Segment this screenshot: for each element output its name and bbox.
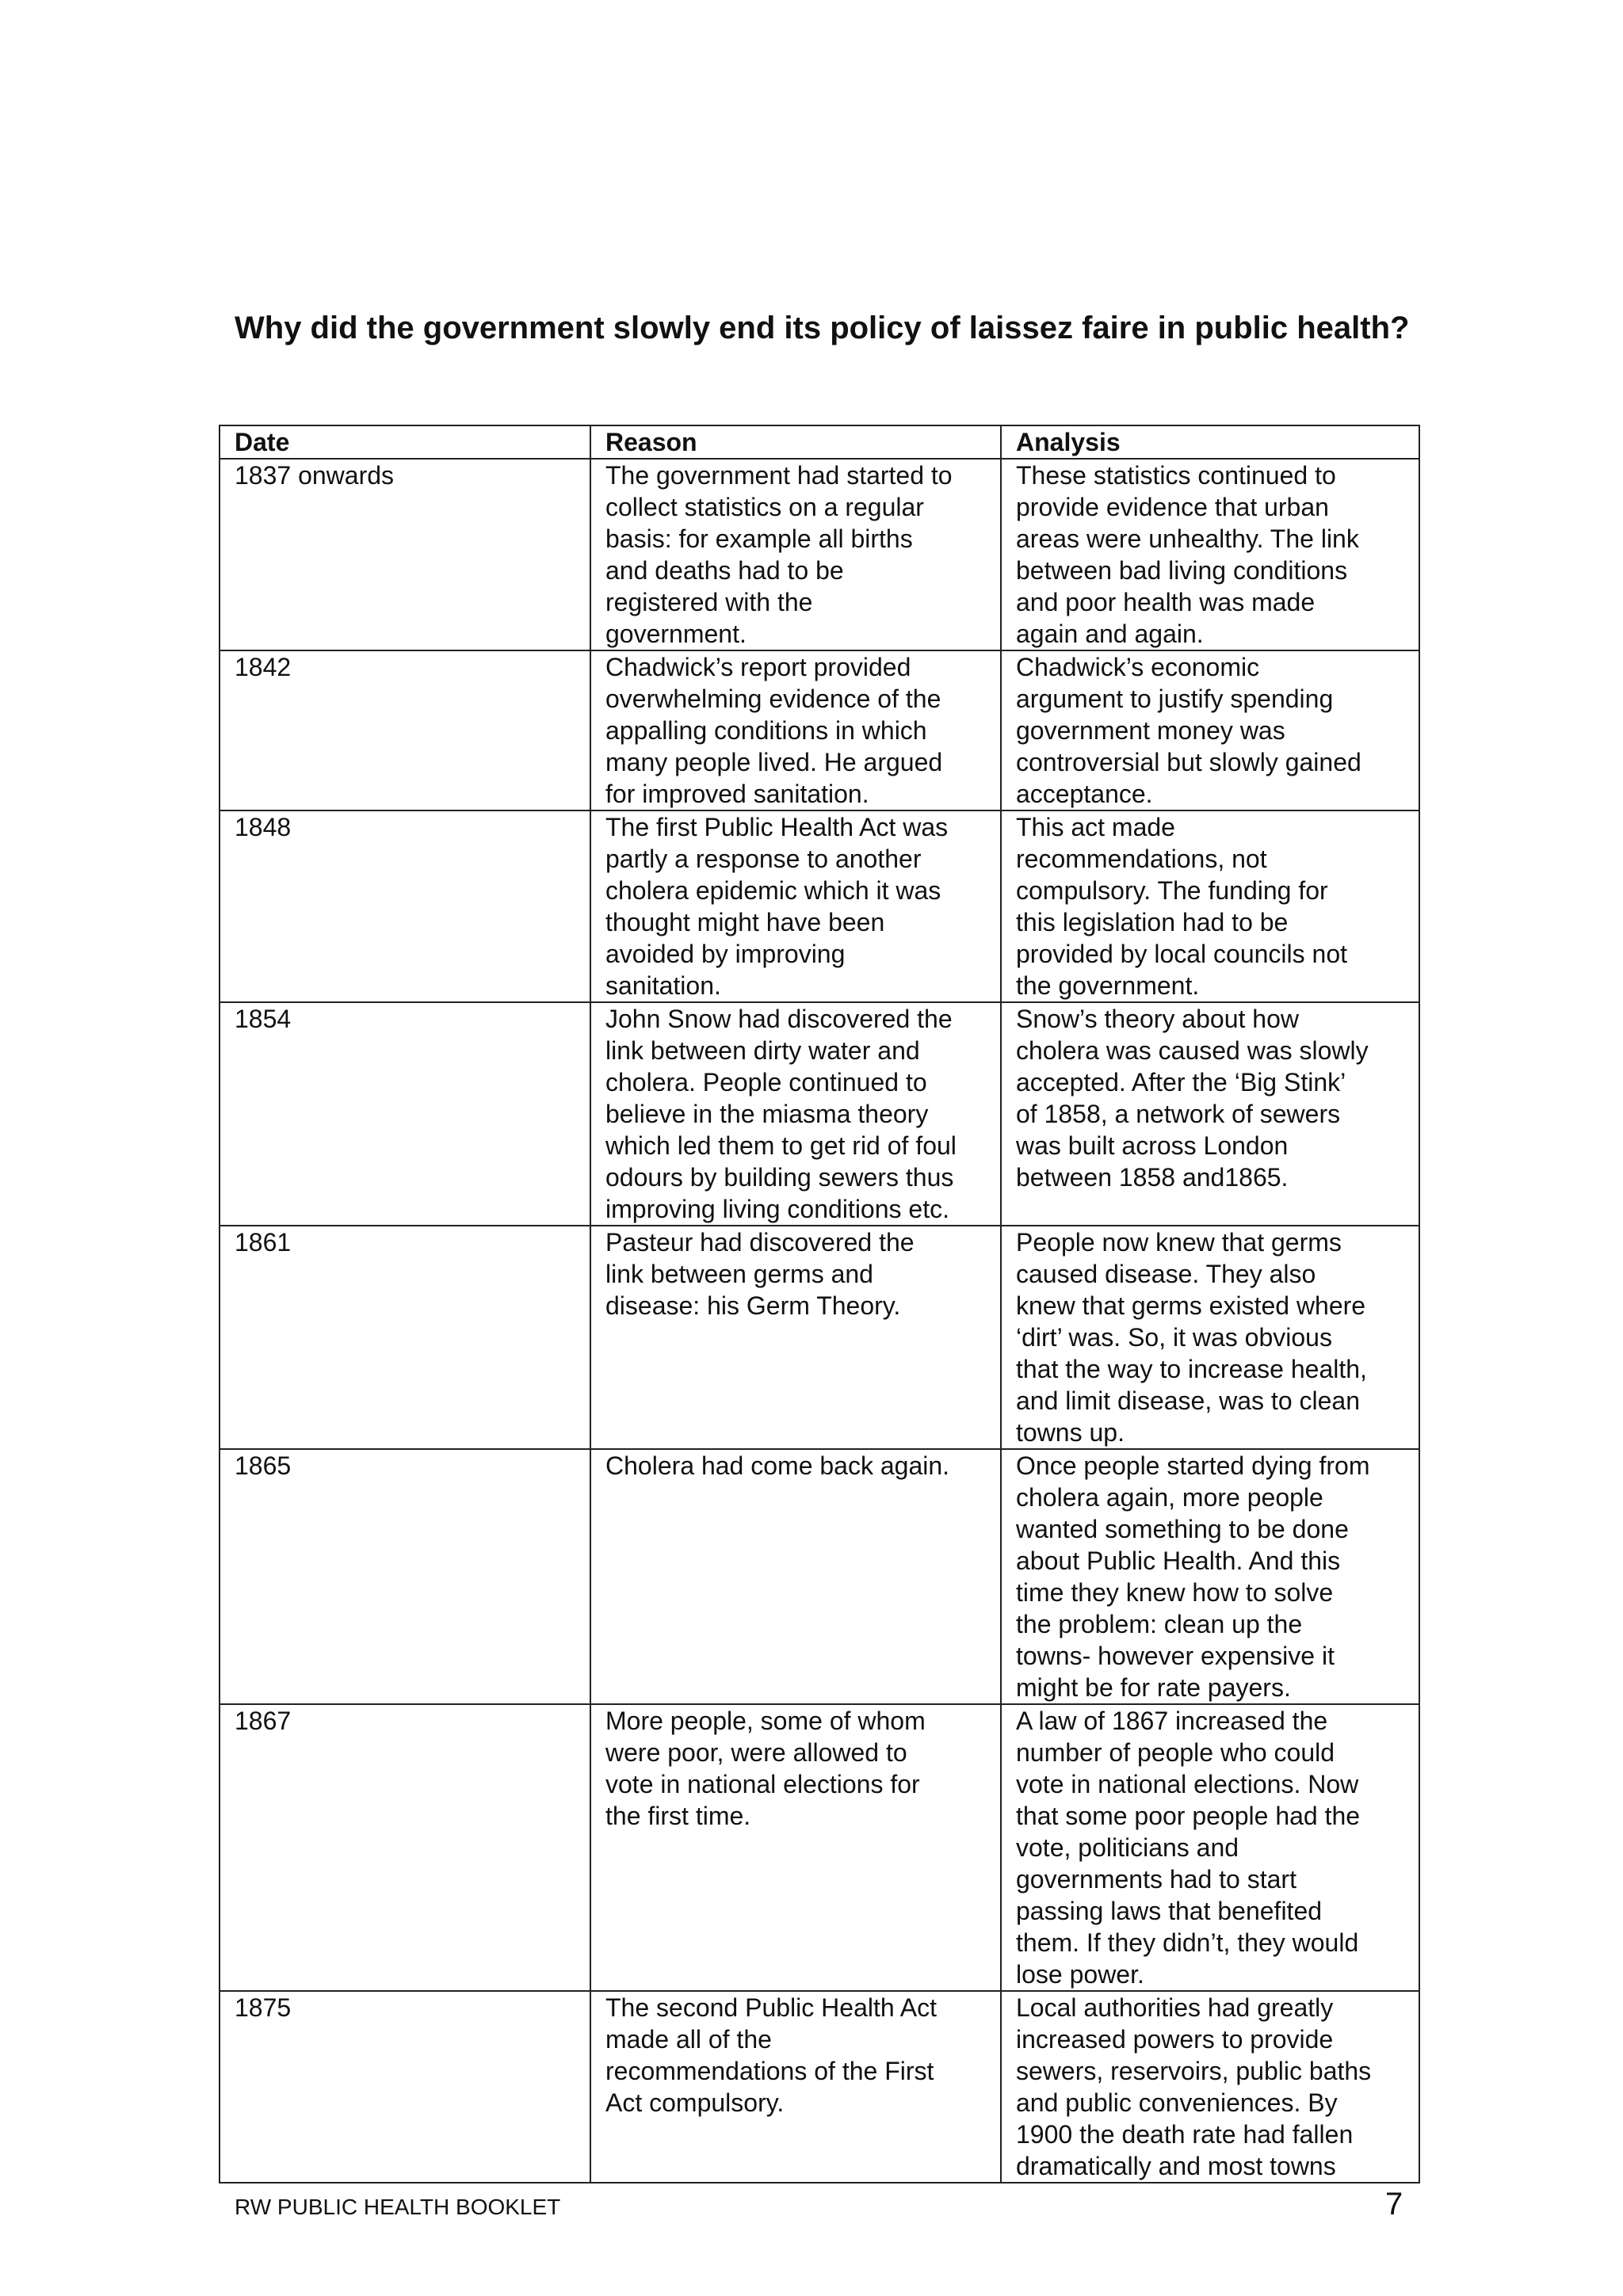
page-number: 7 <box>1385 2187 1403 2222</box>
table-row <box>220 459 1419 650</box>
date-cell: 1865 <box>220 1449 590 1704</box>
reason-cell: Pasteur had discovered the link between germs and disease: his Germ Theory. <box>590 1226 1001 1449</box>
table-header-row <box>220 425 1419 459</box>
reason-cell: The government had started to collect statistics on a regular basis: for example all births and deaths had to be registered with the government. <box>590 459 1001 650</box>
page-title: Why did the government slowly end its policy of laissez faire in public health? <box>235 311 1410 345</box>
analysis-cell: Chadwick’s economic argument to justify spending government money was controversial but slowly gained acceptance. <box>1001 650 1419 810</box>
reason-cell: The second Public Health Act made all of the recommendations of the First Act compulsory. <box>590 1991 1001 2183</box>
table-row <box>220 1002 1419 1226</box>
column-header-date: Date <box>220 425 590 459</box>
reason-cell: More people, some of whom were poor, were allowed to vote in national elections for the first time. <box>590 1704 1001 1991</box>
analysis-cell: Snow’s theory about how cholera was caused was slowly accepted. After the ‘Big Stink’ of 1858, a network of sewers was built across London between 1858 and1865. <box>1001 1002 1419 1226</box>
table-row <box>220 650 1419 810</box>
timeline-table <box>219 425 1420 2183</box>
analysis-cell: A law of 1867 increased the number of people who could vote in national elections. Now that some poor people had the vote, politicians and governments had to start passing laws that benefited them. If they didn’t, they would lose power. <box>1001 1704 1419 1991</box>
table-row <box>220 1704 1419 1991</box>
reason-cell: Cholera had come back again. <box>590 1449 1001 1704</box>
table-row <box>220 810 1419 1002</box>
analysis-cell: This act made recommendations, not compulsory. The funding for this legislation had to be provided by local councils not the government. <box>1001 810 1419 1002</box>
date-cell: 1848 <box>220 810 590 1002</box>
table-row <box>220 1991 1419 2183</box>
footer-label: RW PUBLIC HEALTH BOOKLET <box>235 2195 561 2219</box>
date-cell: 1854 <box>220 1002 590 1226</box>
reason-cell: John Snow had discovered the link between dirty water and cholera. People continued to believe in the miasma theory which led them to get rid of foul odours by building sewers thus improving living conditions etc. <box>590 1002 1001 1226</box>
analysis-cell: Once people started dying from cholera again, more people wanted something to be done about Public Health. And this time they knew how to solve the problem: clean up the towns- however expensive it might be for rate payers. <box>1001 1449 1419 1704</box>
table-row <box>220 1449 1419 1704</box>
reason-cell: Chadwick’s report provided overwhelming evidence of the appalling conditions in which many people lived. He argued for improved sanitation. <box>590 650 1001 810</box>
date-cell: 1867 <box>220 1704 590 1991</box>
reason-cell: The first Public Health Act was partly a response to another cholera epidemic which it was thought might have been avoided by improving sanitation. <box>590 810 1001 1002</box>
table-row <box>220 1226 1419 1449</box>
column-header-analysis: Analysis <box>1001 425 1419 459</box>
column-header-reason: Reason <box>590 425 1001 459</box>
date-cell: 1861 <box>220 1226 590 1449</box>
analysis-cell: Local authorities had greatly increased powers to provide sewers, reservoirs, public baths and public conveniences. By 1900 the death rate had fallen dramatically and most towns <box>1001 1991 1419 2183</box>
date-cell: 1875 <box>220 1991 590 2183</box>
analysis-cell: These statistics continued to provide evidence that urban areas were unhealthy. The link between bad living conditions and poor health was made again and again. <box>1001 459 1419 650</box>
date-cell: 1842 <box>220 650 590 810</box>
analysis-cell: People now knew that germs caused disease. They also knew that germs existed where ‘dirt’ was. So, it was obvious that the way to increase health, and limit disease, was to clean towns up. <box>1001 1226 1419 1449</box>
date-cell: 1837 onwards <box>220 459 590 650</box>
